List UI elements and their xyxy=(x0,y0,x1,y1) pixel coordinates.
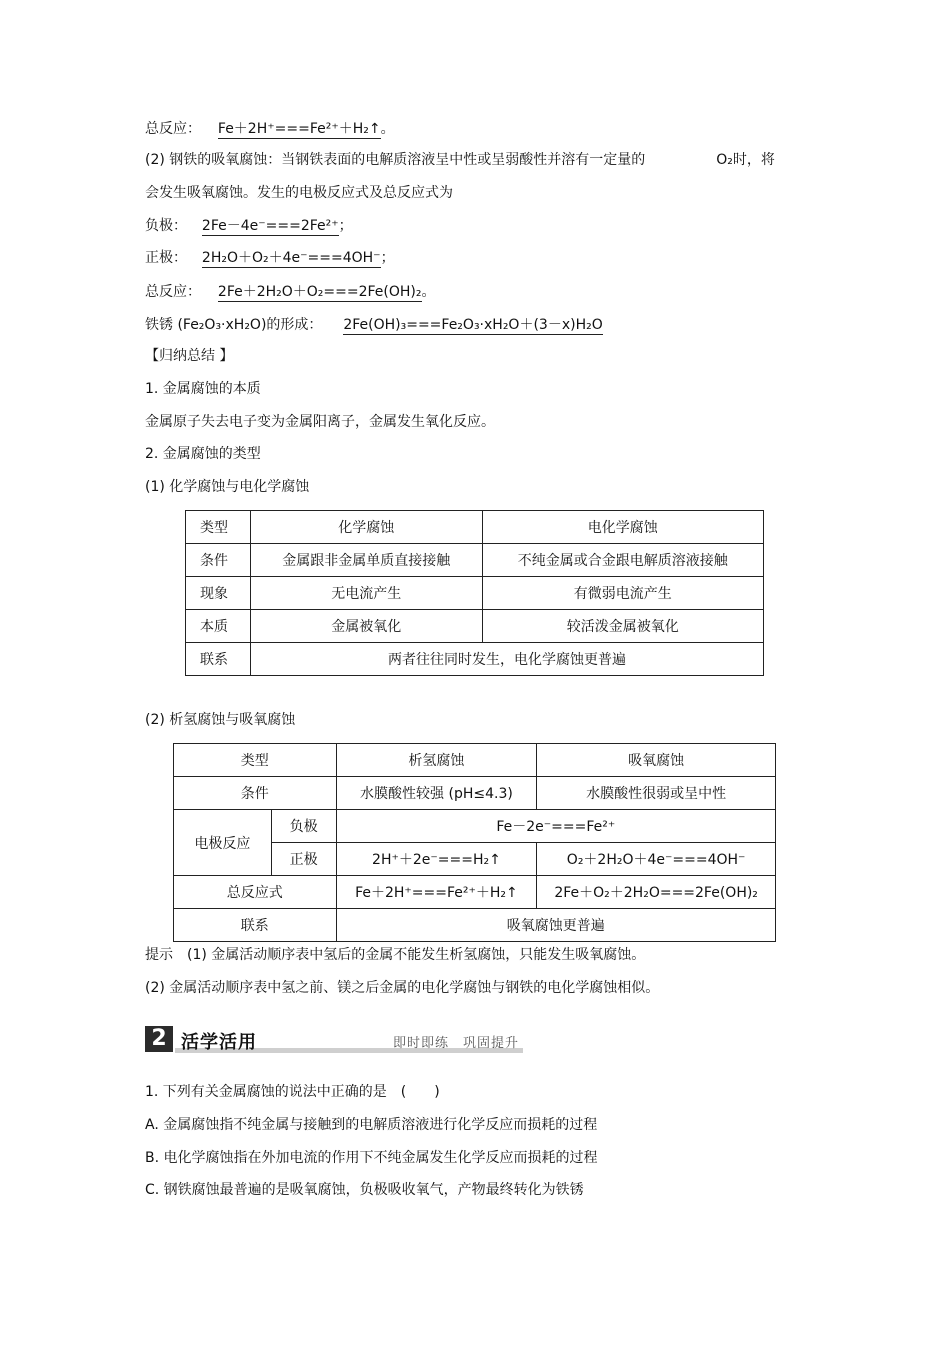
table-cell: 水膜酸性较强 (pH≤4.3) xyxy=(336,777,537,810)
table-cell: 有微弱电流产生 xyxy=(482,577,764,610)
rust-label: 铁锈 (Fe₂O₃·xH₂O)的形成： xyxy=(145,317,323,333)
cathode-label: 正极： xyxy=(145,250,187,266)
table-row xyxy=(186,544,764,577)
table-row xyxy=(174,810,776,843)
table-cell: 水膜酸性很弱或呈中性 xyxy=(537,777,776,810)
table-cell: 条件 xyxy=(174,777,337,810)
table-header-cell: 化学腐蚀 xyxy=(250,511,482,544)
total-reaction-end: 。 xyxy=(380,121,395,137)
sub2-title: (2) 析氢腐蚀与吸氧腐蚀 xyxy=(145,712,296,728)
total-reaction-2-line xyxy=(145,283,436,301)
table-cell: Fe－2e⁻===Fe²⁺ xyxy=(336,810,775,843)
table-cell: 正极 xyxy=(271,843,336,876)
table-cell: 2H⁺＋2e⁻===H₂↑ xyxy=(336,843,537,876)
table-header-cell: 类型 xyxy=(186,511,251,544)
anode-label: 负极： xyxy=(145,218,187,234)
question-stem: 1. 下列有关金属腐蚀的说法中正确的是 ( ) xyxy=(145,1084,440,1100)
cathode-equation: 2H₂O＋O₂＋4e⁻===4OH⁻ xyxy=(201,250,381,266)
table-cell: 金属跟非金属单质直接接触 xyxy=(250,544,482,577)
item2-title: 2. 金属腐蚀的类型 xyxy=(145,446,261,462)
option-a: A. 金属腐蚀指不纯金属与接触到的电解质溶液进行化学反应而损耗的过程 xyxy=(145,1117,598,1133)
total-reaction-equation: Fe＋2H⁺===Fe²⁺＋H₂↑ xyxy=(217,121,381,137)
summary-heading: 【归纳总结 】 xyxy=(145,348,234,364)
sub1-title: (1) 化学腐蚀与电化学腐蚀 xyxy=(145,479,310,495)
anode-equation: 2Fe－4e⁻===2Fe²⁺ xyxy=(201,218,339,234)
table-cell: 金属被氧化 xyxy=(250,610,482,643)
table-header-cell: 吸氧腐蚀 xyxy=(537,744,776,777)
anode-line xyxy=(145,217,353,235)
oxygen-corrosion-intro xyxy=(145,151,775,169)
total2-equation: 2Fe＋2H₂O＋O₂===2Fe(OH)₂ xyxy=(217,284,422,300)
rust-formation-line xyxy=(145,316,603,334)
table-cell: 条件 xyxy=(186,544,251,577)
table-cell: 本质 xyxy=(186,610,251,643)
total2-end: 。 xyxy=(421,284,436,300)
table-row xyxy=(186,610,764,643)
item1-title: 1. 金属腐蚀的本质 xyxy=(145,381,261,397)
rust-equation: 2Fe(OH)₃===Fe₂O₃·xH₂O＋(3－x)H₂O xyxy=(343,317,603,333)
table-row xyxy=(186,577,764,610)
total-reaction-label: 总反应： xyxy=(145,121,201,137)
option-b: B. 电化学腐蚀指在外加电流的作用下不纯金属发生化学反应而损耗的过程 xyxy=(145,1150,598,1166)
table-header-cell: 析氢腐蚀 xyxy=(336,744,537,777)
oxygen-intro-o2: O₂时，将 xyxy=(716,152,775,168)
cathode-line xyxy=(145,249,395,267)
item1-text: 金属原子失去电子变为金属阳离子，金属发生氧化反应。 xyxy=(145,414,495,430)
table-cell: 现象 xyxy=(186,577,251,610)
table-cell: 吸氧腐蚀更普遍 xyxy=(336,909,775,942)
table-cell: 无电流产生 xyxy=(250,577,482,610)
table-cell: 联系 xyxy=(174,909,337,942)
table-cell: 总反应式 xyxy=(174,876,337,909)
table-row xyxy=(174,876,776,909)
hint-2: (2) 金属活动顺序表中氢之前、镁之后金属的电化学腐蚀与钢铁的电化学腐蚀相似。 xyxy=(145,980,660,996)
table-cell: 联系 xyxy=(186,643,251,676)
table-cell: Fe＋2H⁺===Fe²⁺＋H₂↑ xyxy=(336,876,537,909)
table-row xyxy=(186,511,764,544)
table-cell: 负极 xyxy=(271,810,336,843)
table-cell: 电极反应 xyxy=(174,810,272,876)
total-reaction-line xyxy=(145,120,395,138)
anode-end: ； xyxy=(338,218,353,234)
table-row xyxy=(186,643,764,676)
table-header-cell: 类型 xyxy=(174,744,337,777)
banner-subtitle: 即时即练 巩固提升 xyxy=(393,1036,520,1051)
table-cell: O₂＋2H₂O＋4e⁻===4OH⁻ xyxy=(537,843,776,876)
banner-number: 2 xyxy=(145,1026,173,1052)
cathode-end: ； xyxy=(380,250,395,266)
banner-title: 活学活用 xyxy=(181,1032,257,1053)
option-c: C. 钢铁腐蚀最普遍的是吸氧腐蚀，负极吸收氧气，产物最终转化为铁锈 xyxy=(145,1182,584,1198)
table-row xyxy=(174,744,776,777)
section-banner xyxy=(145,1026,523,1054)
table-row xyxy=(174,909,776,942)
oxygen-intro-continued: 会发生吸氧腐蚀。发生的电极反应式及总反应式为 xyxy=(145,185,453,201)
table-cell: 两者往往同时发生，电化学腐蚀更普遍 xyxy=(250,643,763,676)
table-header-cell: 电化学腐蚀 xyxy=(482,511,764,544)
total2-label: 总反应： xyxy=(145,284,201,300)
hydrogen-vs-oxygen-table xyxy=(173,743,776,942)
table-row xyxy=(174,777,776,810)
table-cell: 较活泼金属被氧化 xyxy=(482,610,764,643)
table-cell: 2Fe＋O₂＋2H₂O===2Fe(OH)₂ xyxy=(537,876,776,909)
hint-1: 提示 (1) 金属活动顺序表中氢后的金属不能发生析氢腐蚀，只能发生吸氧腐蚀。 xyxy=(145,947,646,963)
oxygen-intro-text: (2) 钢铁的吸氧腐蚀：当钢铁表面的电解质溶液呈中性或呈弱酸性并溶有一定量的 xyxy=(145,152,646,168)
table-cell: 不纯金属或合金跟电解质溶液接触 xyxy=(482,544,764,577)
chemical-vs-electrochemical-table xyxy=(185,510,764,676)
